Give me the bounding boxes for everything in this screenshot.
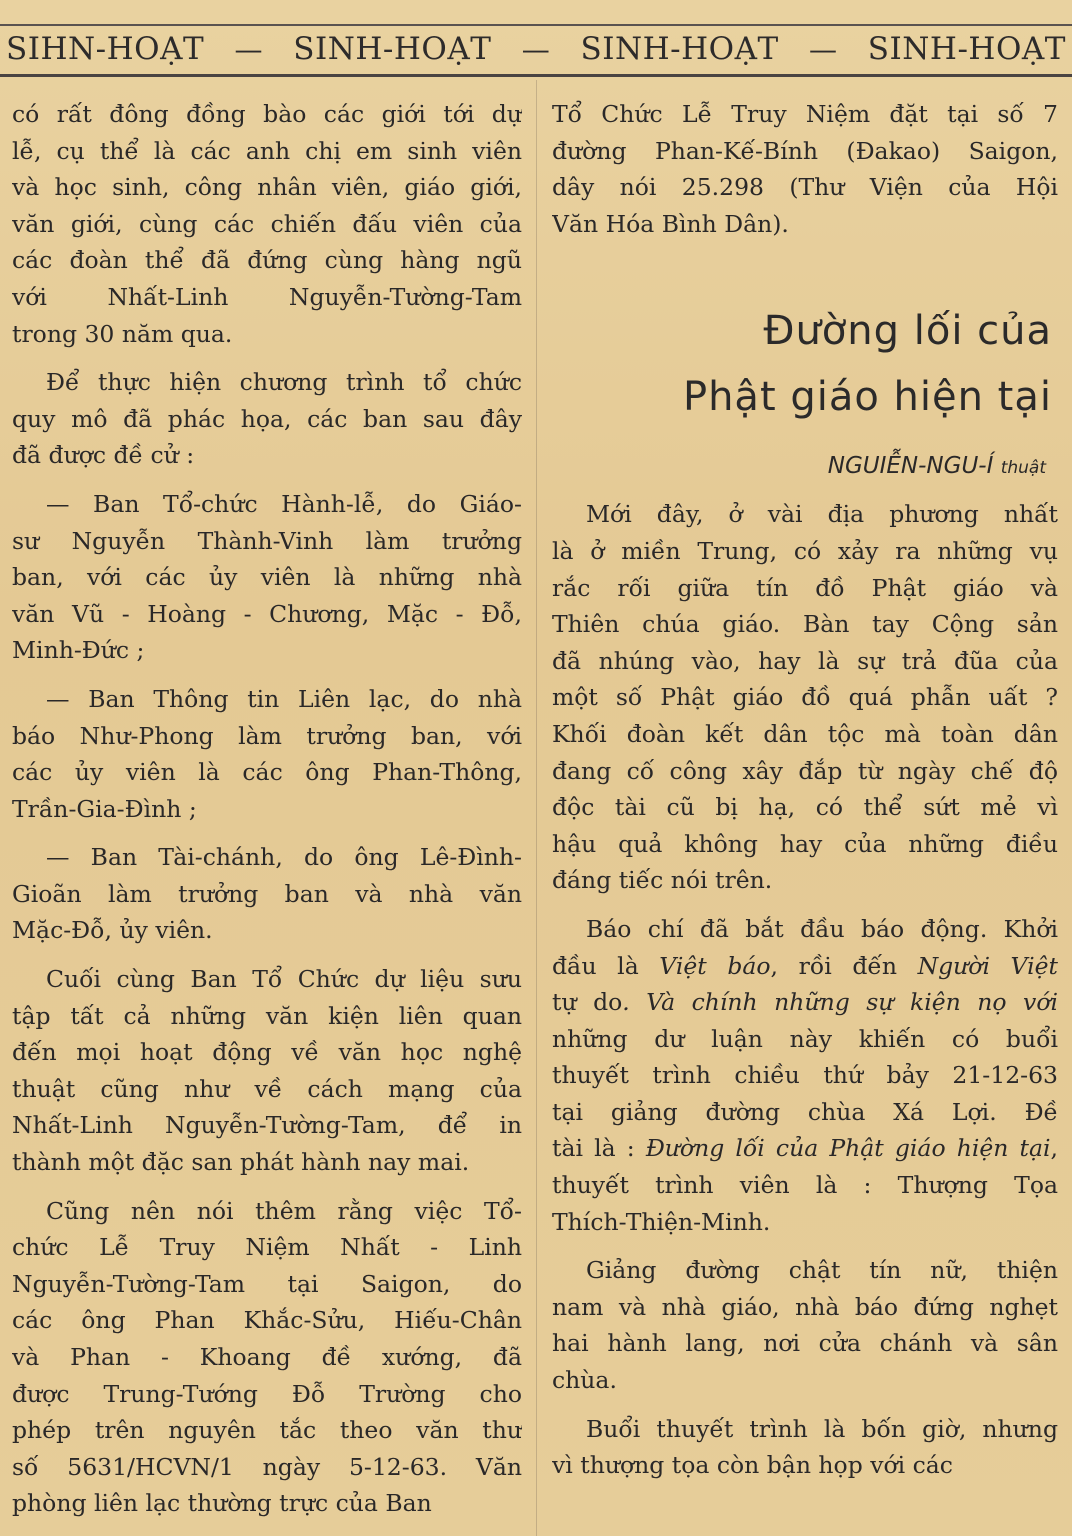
text-line: Mặc-Đỗ, ủy viên.	[12, 916, 213, 945]
text-line: đang cố công xây đắp từ ngày chế độ	[552, 756, 1058, 785]
text-line: Văn Hóa Bình Dân).	[552, 209, 789, 238]
text-line: báo Như-Phong làm trưởng ban, với	[12, 721, 522, 750]
text-line: thành một đặc san phát hành nay mai.	[12, 1148, 470, 1177]
article-title	[552, 298, 1058, 430]
text-line: — Ban Tài-chánh, do ông Lê-Đình-	[46, 843, 522, 872]
text-line: số 5631/HCVN/1 ngày 5-12-63. Văn	[12, 1452, 522, 1481]
text-line: Minh-Đức ;	[12, 636, 145, 665]
text-line: tài là : Đường lối của Phật giáo hiện tại,	[552, 1134, 1058, 1163]
text-line: Gioãn làm trưởng ban và nhà văn	[12, 879, 522, 908]
text-line: — Ban Tổ-chức Hành-lễ, do Giáo-	[46, 489, 522, 518]
paragraph	[552, 911, 1058, 1240]
header-separator: —	[234, 32, 263, 66]
text-line: thuật cũng như về cách mạng của	[12, 1074, 522, 1103]
text-line: tại giảng đường chùa Xá Lợi. Đề	[552, 1097, 1058, 1126]
text-line: Để thực hiện chương trình tổ chức	[46, 368, 522, 397]
text-line: thuyết trình chiều thứ bảy 21-12-63	[552, 1061, 1058, 1090]
text-line: Mới đây, ở vài địa phương nhất	[586, 500, 1058, 529]
article-body	[552, 496, 1058, 1483]
text-line: Thích-Thiện-Minh.	[552, 1207, 771, 1236]
article-byline	[552, 446, 1058, 488]
text-line: sư Nguyễn Thành-Vinh làm trưởng	[12, 526, 522, 555]
paragraph	[12, 681, 522, 827]
text-line: nam và nhà giáo, nhà báo đứng nghẹt	[552, 1292, 1058, 1321]
text-line: và Phan - Khoang đề xướng, đã	[12, 1343, 522, 1371]
header-row	[6, 26, 1066, 72]
text-line: trong 30 năm qua.	[12, 319, 233, 348]
text-line: đã nhúng vào, hay là sự trả đũa của	[552, 646, 1058, 675]
text-line: văn giới, cùng các chiến đấu viên của	[12, 209, 522, 238]
text-line: Cuối cùng Ban Tổ Chức dự liệu sưu	[46, 965, 522, 994]
text-line: Tổ Chức Lễ Truy Niệm đặt tại số 7	[552, 100, 1058, 128]
paragraph	[12, 96, 522, 352]
text-line: hậu quả không hay của những điều	[552, 829, 1058, 858]
text-line: Báo chí đã bắt đầu báo động. Khởi	[586, 914, 1058, 943]
header-separator: —	[521, 32, 551, 66]
text-line: phòng liên lạc thường trực của Ban	[12, 1489, 432, 1518]
paragraph	[12, 364, 522, 474]
text-line: vì thượng tọa còn bận họp với các	[552, 1451, 953, 1480]
text-line: Buổi thuyết trình là bốn giờ, nhưng	[586, 1414, 1058, 1443]
text-line: với Nhất-Linh Nguyễn-Tường-Tam	[12, 282, 522, 311]
left-column	[12, 96, 522, 1522]
text-line: thuyết trình viên là : Thượng Tọa	[552, 1171, 1058, 1200]
text-line: Cũng nên nói thêm rằng việc Tổ-	[46, 1196, 522, 1225]
right-column	[552, 96, 1058, 1484]
header-item-2: SINH-HOẠT	[293, 31, 492, 67]
text-line: quy mô đã phác họa, các ban sau đây	[12, 404, 522, 433]
text-line: — Ban Thông tin Liên lạc, do nhà	[46, 684, 522, 713]
text-line: Trần-Gia-Đình ;	[12, 794, 197, 823]
text-line: các ông Phan Khắc-Sửu, Hiếu-Chân	[12, 1306, 522, 1335]
right-top-paragraph	[552, 96, 1058, 242]
paragraph	[12, 1193, 522, 1522]
column-divider	[536, 80, 537, 1536]
running-header	[0, 14, 1072, 74]
paragraph	[552, 1411, 1058, 1484]
byline-author: NGUIỄN-NGU-Í	[827, 453, 994, 480]
text-line: chức Lễ Truy Niệm Nhất - Linh	[12, 1233, 522, 1262]
text-line: những dư luận này khiến có buổi	[552, 1024, 1058, 1053]
text-line: đường Phan-Kế-Bính (Đakao) Saigon,	[552, 136, 1058, 165]
paragraph	[12, 839, 522, 949]
text-line: Khối đoàn kết dân tộc mà toàn dân	[552, 719, 1058, 748]
article-title-line-2: Phật giáo hiện tại	[682, 374, 1052, 421]
text-line: các đoàn thể đã đứng cùng hàng ngũ	[12, 246, 522, 275]
header-bottom-rule	[0, 74, 1072, 77]
text-line: dây nói 25.298 (Thư Viện của Hội	[552, 173, 1058, 202]
text-line: một số Phật giáo đồ quá phẫn uất ?	[552, 683, 1058, 712]
paragraph	[552, 496, 1058, 899]
text-line: và học sinh, công nhân viên, giáo giới,	[12, 173, 522, 202]
text-line: hai hành lang, nơi cửa chánh và sân	[552, 1329, 1058, 1358]
text-line: Nhất-Linh Nguyễn-Tường-Tam, để in	[12, 1111, 522, 1140]
text-line: ban, với các ủy viên là những nhà	[12, 563, 522, 592]
text-line: Nguyễn-Tường-Tam tại Saigon, do	[12, 1269, 522, 1298]
text-line: rắc rối giữa tín đồ Phật giáo và	[552, 573, 1058, 602]
paragraph	[552, 96, 1058, 242]
text-line: văn Vũ - Hoàng - Chương, Mặc - Đỗ,	[12, 599, 522, 628]
text-line: đến mọi hoạt động về văn học nghệ	[12, 1038, 522, 1067]
paragraph	[12, 961, 522, 1181]
text-line: chùa.	[552, 1366, 617, 1395]
text-line: Giảng đường chật tín nữ, thiện	[586, 1256, 1058, 1285]
byline-role: thuật	[1000, 458, 1046, 479]
text-line: đầu là Việt báo, rồi đến Người Việt	[552, 951, 1058, 980]
text-line: lễ, cụ thể là các anh chị em sinh viên	[12, 136, 522, 165]
header-separator: —	[808, 32, 838, 66]
text-line: đáng tiếc nói trên.	[552, 866, 773, 895]
text-line: Thiên chúa giáo. Bàn tay Cộng sản	[552, 610, 1058, 639]
text-line: các ủy viên là các ông Phan-Thông,	[12, 758, 522, 787]
text-line: tập tất cả những văn kiện liên quan	[12, 1001, 522, 1030]
article-title-line-1: Đường lối của	[763, 308, 1052, 355]
text-line: tự do. Và chính những sự kiện nọ với	[552, 988, 1058, 1017]
text-line: phép trên nguyên tắc theo văn thư	[12, 1416, 522, 1445]
paragraph	[552, 1252, 1058, 1398]
header-item-4: SINH-HOẠT	[867, 31, 1066, 67]
paragraph	[12, 486, 522, 669]
text-line: được Trung-Tướng Đỗ Trường cho	[12, 1379, 522, 1408]
text-line: là ở miền Trung, có xảy ra những vụ	[552, 536, 1058, 565]
text-line: độc tài cũ bị hạ, có thể sứt mẻ vì	[552, 793, 1058, 822]
header-item-3: SINH-HOẠT	[580, 31, 779, 67]
text-line: đã được đề cử :	[12, 441, 195, 470]
header-item-1: SIHN-HOẠT	[6, 31, 205, 67]
text-line: có rất đông đồng bào các giới tới dự	[12, 100, 522, 128]
